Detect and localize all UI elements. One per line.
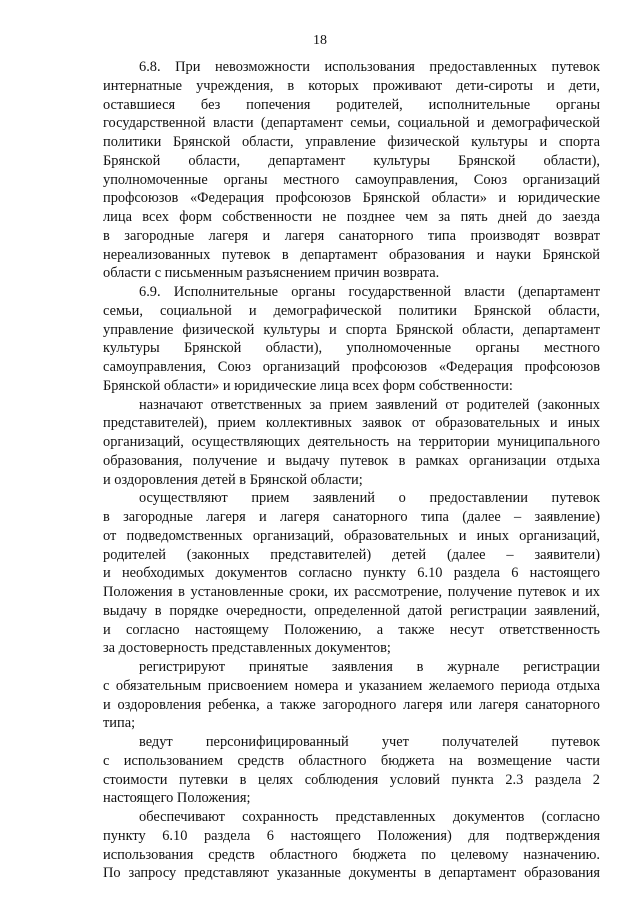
text-line: семьи, социальной и демографической политики Брянской области, (103, 302, 600, 319)
text-line: самоуправления, Союз организаций профсоюзов «Федерация профсоюзов (103, 359, 600, 375)
text-line: обеспечивают сохранность представленных документов (согласно (139, 809, 600, 825)
text-line: в загородные лагеря и лагеря санаторного типа (далее – заявление) (103, 509, 600, 525)
text-line: с обязательным присвоением номера и указанием желаемого периода отдыха (103, 677, 600, 694)
text-line: 6.9. Исполнительные органы государственной власти (департамент (139, 284, 600, 300)
text-line: ведут персонифицированный учет получателей путевок (139, 734, 600, 750)
text-line: выдачу в порядке очередности, определенной датой регистрации заявлений, (103, 602, 600, 619)
text-line: организаций, осуществляющих деятельность на территории муниципального (103, 434, 600, 450)
text-line: и оздоровления детей в Брянской области; (103, 471, 363, 488)
text-line: лица всех форм собственности не позднее чем за пять дней до заезда (103, 209, 600, 225)
text-line: оставшиеся без попечения родителей, исполнительные органы (103, 96, 600, 113)
text-line: представителей), прием коллективных заявок от образовательных и иных (103, 415, 600, 432)
text-line: области с письменным разъяснением причин возврата. (103, 265, 440, 282)
text-line: типа; (103, 715, 136, 732)
text-line: с использованием средств областного бюджета на возмещение части (103, 752, 600, 769)
text-line: Брянской области, департамент культуры Брянской области), (103, 152, 600, 169)
text-line: назначают ответственных за прием заявлений от родителей (законных (139, 396, 600, 413)
text-line: настоящего Положения; (103, 790, 251, 807)
text-line: образования, получение и выдачу путевок в рамках организации отдыха (103, 452, 600, 469)
text-line: нереализованных путевок в департамент образования и науки Брянской (103, 246, 600, 263)
text-line: управление физической культуры и спорта Брянской области, департамент (103, 321, 600, 338)
text-line: использования средств областного бюджета по целевому назначению. (103, 846, 600, 863)
text-line: Положения в установленные сроки, их рассмотрение, получение путевок и их (103, 584, 600, 600)
document-body (103, 58, 600, 883)
text-line: государственной власти (департамент семьи, социальной и демографической (103, 115, 600, 132)
page-number: 18 (313, 33, 327, 48)
text-line: в загородные лагеря и лагеря санаторного типа производят возврат (103, 227, 600, 244)
text-line: и оздоровления ребенка, а также загородного лагеря или лагеря санаторного (103, 696, 600, 713)
text-line: культуры Брянской области), уполномоченные органы местного (103, 340, 600, 357)
text-line: и согласно настоящему Положению, а также несут ответственность (103, 621, 600, 638)
text-line: стоимости путевки в целях соблюдения условий пункта 2.3 раздела 2 (103, 771, 600, 788)
text-line: интернатные учреждения, в которых проживают дети-сироты и дети, (103, 77, 600, 94)
text-line: от подведомственных организаций, образовательных и иных организаций, (103, 527, 600, 544)
text-line: профсоюзов «Федерация профсоюзов Брянской области» и юридические (103, 190, 600, 207)
text-line: регистрируют принятые заявления в журнале регистрации (139, 659, 600, 675)
text-line: пункту 6.10 раздела 6 настоящего Положения) для подтверждения (103, 827, 600, 844)
text-line: политики Брянской области, управление физической культуры и спорта (103, 134, 600, 150)
text-line: и необходимых документов согласно пункту 6.10 раздела 6 настоящего (103, 565, 600, 582)
text-line: По запросу представляют указанные документы в департамент образования (103, 865, 600, 882)
text-line: 6.8. При невозможности использования предоставленных путевок (139, 59, 600, 75)
text-line: Брянской области» и юридические лица всех форм собственности: (103, 377, 513, 394)
text-line: за достоверность представленных документов; (103, 640, 391, 657)
text-line: осуществляют прием заявлений о предоставлении путевок (139, 490, 600, 507)
text-line: родителей (законных представителей) детей (далее – заявители) (103, 546, 600, 563)
text-line: уполномоченные органы местного самоуправления, Союз организаций (103, 171, 600, 188)
